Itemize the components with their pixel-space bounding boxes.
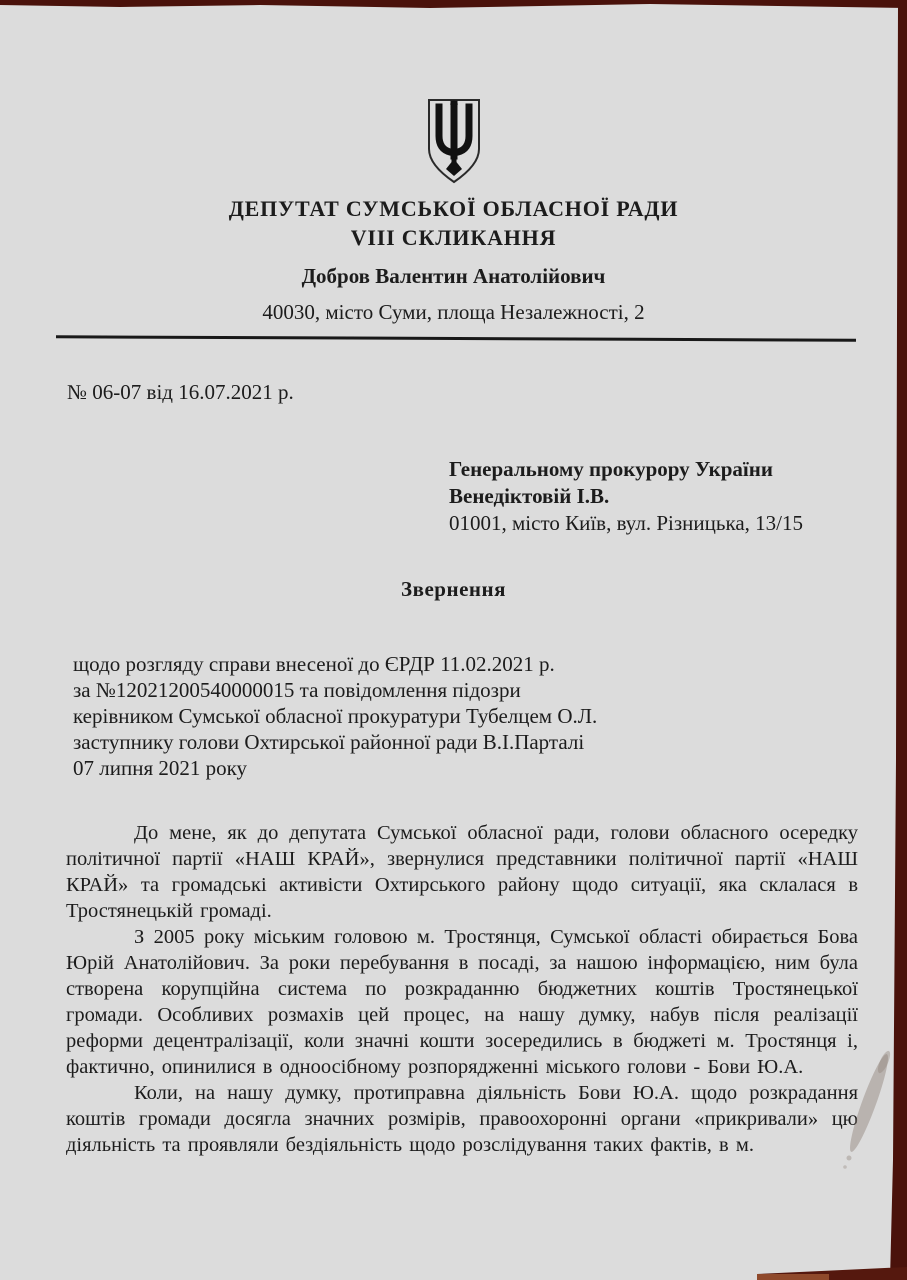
deputy-name: Добров Валентин Анатолійович (301, 264, 606, 288)
subject-line: 07 липня 2021 року (73, 756, 248, 780)
org-name-line1: ДЕПУТАТ СУМСЬКОЇ ОБЛАСНОЇ РАДИ (228, 196, 679, 221)
document-title: Звернення (401, 577, 506, 601)
emblem-container (0, 97, 907, 192)
body-paragraph: Коли, на нашу думку, протиправна діяльність Бови Ю.А. щодо розкрадання коштів громади досягла значних розмірів, правоохоронні органи «прикривали» цю діяльність та проявляли бездіяльність щодо розслідування таких фактів, в м. (66, 1082, 858, 1156)
org-address: 40030, місто Суми, площа Незалежності, 2 (262, 300, 645, 324)
body-paragraph: З 2005 року міським головою м. Тростянця, Сумської області обирається Бова Юрій Анатолійович. За роки перебування в посаді, за нашою інформацією, ним була створена корупційна система по розкраданню бюджетних коштів Тростянецької громади. Особливих розмахів цей процес, на нашу думку, набув після реалізації реформи децентралізації, коли значні кошти зосередились в бюджеті м. Тростянця і, фактично, опинилися в одноосібному розпорядженні міського голови - Бови Ю.А. (66, 926, 858, 1078)
subject-line: заступнику голови Охтирської районної ради В.І.Парталі (73, 730, 585, 754)
addressee-name: Венедіктовій І.В. (449, 484, 610, 508)
addressee-title: Генеральному прокурору України (449, 457, 773, 481)
tryzub-coat-of-arms-icon (422, 97, 486, 192)
reference-number: № 06-07 від 16.07.2021 р. (67, 380, 294, 404)
subject-line: за №12021200540000015 та повідомлення підозри (73, 678, 521, 702)
subject-block (73, 651, 597, 781)
subject-line: керівником Сумської обласної прокуратури Тубелцем О.Л. (73, 704, 598, 728)
letterhead-divider (56, 335, 856, 341)
letter-body (66, 820, 858, 1158)
subject-line: щодо розгляду справи внесеної до ЄРДР 11.02.2021 р. (73, 652, 555, 676)
addressee-address: 01001, місто Київ, вул. Різницька, 13/15 (449, 511, 803, 535)
body-paragraph: До мене, як до депутата Сумської обласної ради, голови обласного осередку політичної партії «НАШ КРАЙ», звернулися представники політичної партії «НАШ КРАЙ» та громадські активісти Охтирського району щодо ситуації, яка склалася в Тростянецькій громаді. (66, 822, 858, 922)
org-name-line2: VIII СКЛИКАННЯ (350, 225, 557, 250)
addressee-block (449, 456, 803, 537)
